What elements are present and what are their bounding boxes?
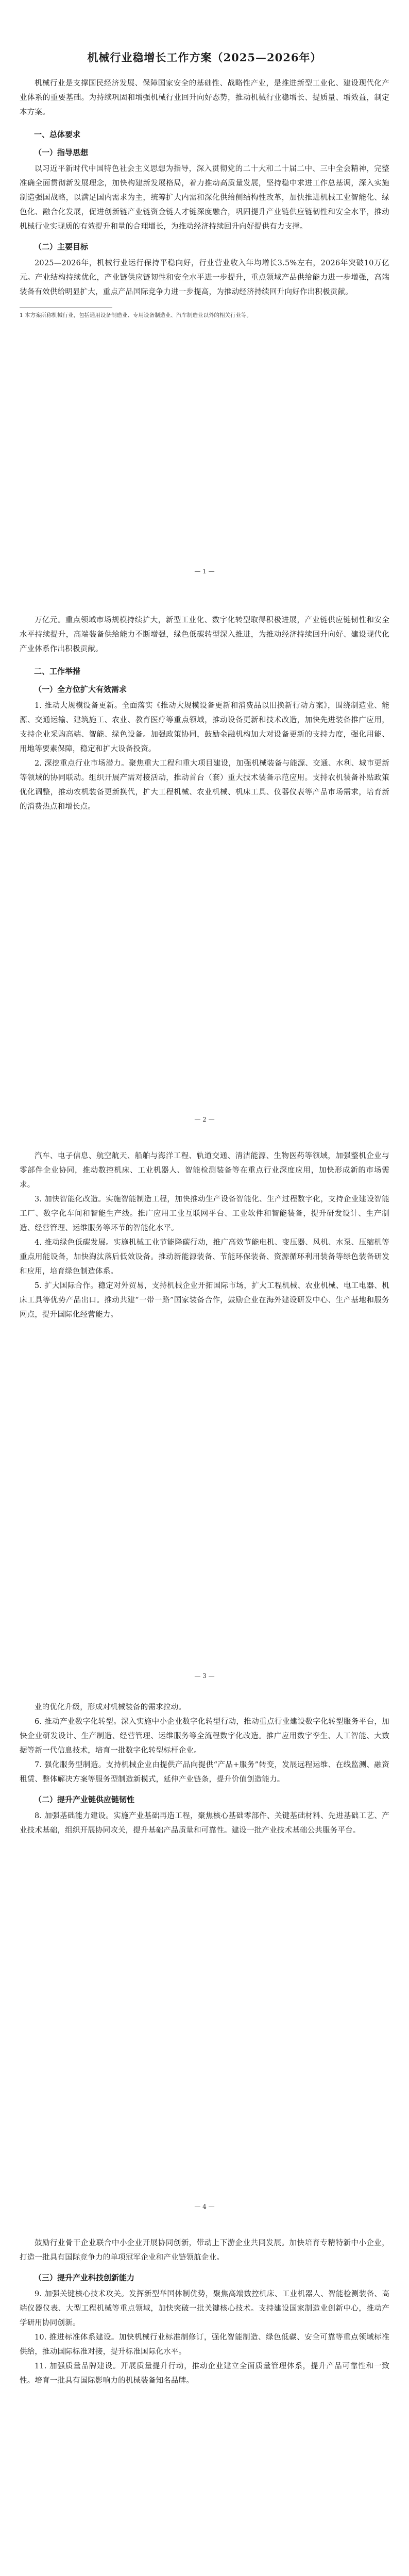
subsection-heading: （三）提升产业科技创新能力 bbox=[34, 2273, 135, 2282]
body-paragraph: 2. 深挖重点行业市场潜力。聚焦重大工程和重大项目建设，加强机械装备与能源、交通、水利、城市更新等领域的协同联动。组织开展产需对接活动，推动首台（套）重大技术装备示范应用。支持农机装备补贴政策优化调整，推动农机装备更新换代，扩大工程机械、农业机械、机床工具、仪器仪表等产品市场需求，培育新的消费热点和增长点。 bbox=[20, 759, 389, 811]
footnote: 1 本方案所称机械行业，包括通用设备制造业、专用设备制造业、汽车制造业以外的相关行业等。 bbox=[20, 312, 252, 318]
subsection-heading: （一）指导思想 bbox=[34, 148, 89, 157]
body-paragraph: 8. 加强基础能力建设。实施产业基础再造工程，聚焦核心基础零部件、关键基础材料、先进基础工艺、产业技术基础，组织开展协同攻关，提升基础产品质量和可靠性。建设一批产业技术基础公共服务平台。 bbox=[20, 1812, 389, 1835]
section-heading: 一、总体要求 bbox=[34, 130, 81, 139]
body-paragraph: 业的优化升级，形成对机械装备的需求拉动。 bbox=[35, 1703, 186, 1711]
body-paragraph: 10. 推进标准体系建设。加快机械行业标准制修订，强化智能制造、绿色低碳、安全可靠等重点领域标准供给，推动国际标准对接，提升标准国际化水平。 bbox=[20, 2333, 389, 2356]
body-paragraph: 鼓励行业骨干企业联合中小企业开展协同创新，带动上下游企业共同发展。加快培育专精特新中小企业，打造一批具有国际竞争力的单项冠军企业和产业链领航企业。 bbox=[20, 2239, 389, 2262]
body-paragraph: 4. 推动绿色低碳发展。实施机械工业节能降碳行动，推广高效节能电机、变压器、风机、水泵、压缩机等重点用能设备，加快淘汰落后低效设备。推动新能源装备、节能环保装备、资源循环利用装备等绿色装备研发和应用，培育绿色制造体系。 bbox=[20, 1239, 389, 1276]
body-paragraph: 机械行业是支撑国民经济发展、保障国家安全的基础性、战略性产业，是推进新型工业化、建设现代化产业体系的重要基础。为持续巩固和增强机械行业回升向好态势，推动机械行业稳增长、提质量、增效益，制定本方案。 bbox=[20, 79, 389, 116]
body-paragraph: 3. 加快智能化改造。实施智能制造工程，加快推动生产设备智能化、生产过程数字化，支持企业建设智能工厂、数字化车间和智能生产线。推广应用工业互联网平台、工业软件和智能装备，提升研发设计、生产制造、经营管理、运维服务等环节的智能化水平。 bbox=[20, 1195, 389, 1232]
page-5 bbox=[20, 2236, 389, 2576]
subsection-heading: （一）全方位扩大有效需求 bbox=[34, 685, 127, 694]
page-4 bbox=[20, 1700, 389, 2215]
page-1 bbox=[20, 49, 389, 580]
body-paragraph: 7. 强化服务型制造。支持机械企业由提供产品向提供“产品+服务”转变，发展远程运维、在线监测、融资租赁、整体解决方案等服务型制造新模式，延伸产业链条，提升价值创造能力。 bbox=[20, 1761, 389, 1784]
page-number: — 3 — bbox=[194, 1672, 215, 1680]
body-paragraph: 11. 加强质量品牌建设。开展质量提升行动，推动企业建立全面质量管理体系，提升产品可靠性和一致性。培育一批具有国际影响力的机械装备知名品牌。 bbox=[20, 2362, 389, 2385]
page-number: — 4 — bbox=[194, 2203, 215, 2210]
body-paragraph: 以习近平新时代中国特色社会主义思想为指导，深入贯彻党的二十大和二十届二中、三中全会精神，完整准确全面贯彻新发展理念，加快构建新发展格局，着力推动高质量发展，坚持稳中求进工作总基调，深入实施制造强国战略，以满足国内需求为主，统筹扩大内需和深化供给侧结构性改革，加快推进机械工业智能化、绿色化、融合化发展，促进创新链产业链资金链人才链深度融合，巩固提升产业链供应链韧性和安全水平，推动机械行业实现质的有效提升和量的合理增长，为推动经济持续回升向好提供有力支撑。 bbox=[20, 165, 389, 231]
body-paragraph: 6. 推动产业数字化转型。深入实施中小企业数字化转型行动，推动重点行业建设数字化转型服务平台，加快企业研发设计、生产制造、经营管理、运维服务等全流程数字化改造。推广应用数字孪生、人工智能、大数据等新一代信息技术，培育一批数字化转型标杆企业。 bbox=[20, 1718, 389, 1755]
body-paragraph: 5. 扩大国际合作。稳定对外贸易，支持机械企业开拓国际市场，扩大工程机械、农业机械、电工电器、机床工具等优势产品出口。推动共建“一带一路”国家装备合作，鼓励企业在海外建设研发中心、生产基地和服务网点，提升国际化经营能力。 bbox=[20, 1282, 389, 1319]
body-paragraph: 万亿元。重点领域市场规模持续扩大，新型工业化、数字化转型取得积极进展，产业链供应链韧性和安全水平持续提升，高端装备供给能力不断增强，绿色低碳转型深入推进，为推动经济持续回升向好、建设现代化产业体系作出积极贡献。 bbox=[20, 616, 389, 653]
page-3 bbox=[20, 1149, 389, 1685]
body-paragraph: 1. 推动大规模设备更新。全面落实《推动大规模设备更新和消费品以旧换新行动方案》，围绕制造业、能源、交通运输、建筑施工、农业、教育医疗等重点领域，推动设备更新和技术改造，加快先进装备推广应用，支持企业采购高端、智能、绿色设备。加强政策协同，鼓励金融机构加大对设备更新的支持力度，强化用能、用地等要素保障，稳定和扩大设备投资。 bbox=[20, 702, 389, 753]
subsection-heading: （二）提升产业链供应链韧性 bbox=[34, 1795, 135, 1804]
page-number: — 1 — bbox=[194, 568, 215, 575]
page-number: — 2 — bbox=[194, 1116, 215, 1123]
subsection-heading: （二）主要目标 bbox=[34, 242, 89, 251]
page-2 bbox=[20, 613, 389, 1128]
body-paragraph: 9. 加强关键核心技术攻关。发挥新型举国体制优势，聚焦高端数控机床、工业机器人、智能检测装备、高端仪器仪表、大型工程机械等重点领域，加快突破一批关键核心技术。支持建设国家制造业创新中心，推动产学研用协同创新。 bbox=[20, 2290, 389, 2327]
section-heading: 二、工作举措 bbox=[34, 667, 81, 676]
body-paragraph: 2025—2026年，机械行业运行保持平稳向好，行业营业收入年均增长3.5%左右，2026年突破10万亿元。产业结构持续优化，产业链供应链韧性和安全水平进一步提升，重点领域产品供给能力进一步增强，高端装备有效供给明显扩大，重点产品国际竞争力进一步提高，为推动经济持续回升向好作出积极贡献。 bbox=[20, 259, 389, 296]
document-title: 机械行业稳增长工作方案（2025—2026年） bbox=[87, 51, 322, 64]
body-paragraph: 汽车、电子信息、航空航天、船舶与海洋工程、轨道交通、清洁能源、生物医药等领域，加强整机企业与零部件企业协同，推动数控机床、工业机器人、智能检测装备等在重点行业深度应用，加快形成新的市场需求。 bbox=[20, 1152, 389, 1189]
